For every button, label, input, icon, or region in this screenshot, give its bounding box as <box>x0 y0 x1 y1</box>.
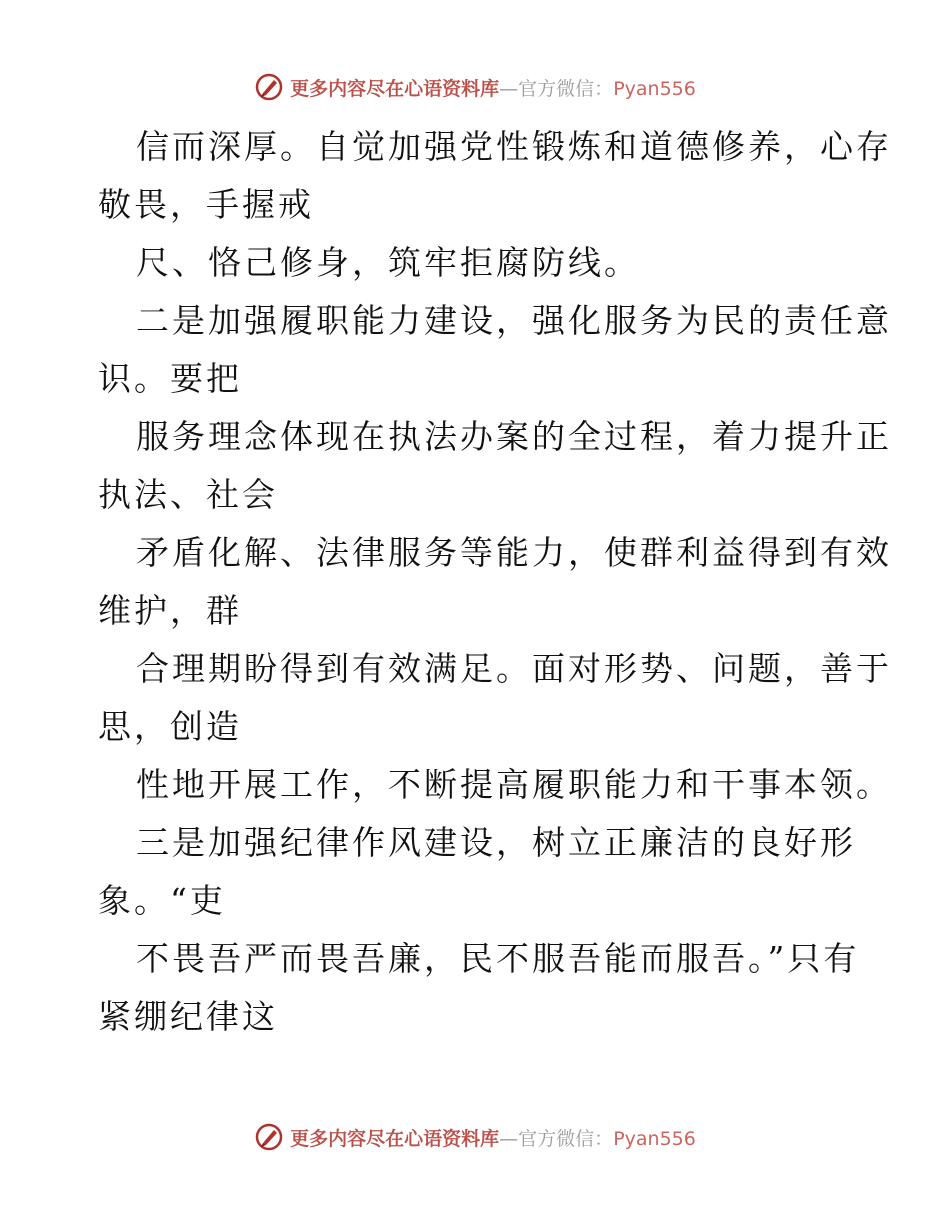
watermark-text: 更多内容尽在心语资料库—官方微信：Pyan556 <box>290 1127 696 1150</box>
text-line: 紧绷纪律这 <box>98 997 278 1036</box>
text-line: 二是加强履职能力建设，强化服务为民的责任意 <box>136 301 892 340</box>
text-line: 合理期盼得到有效满足。面对形势、问题，善于 <box>136 649 892 688</box>
watermark-text: 更多内容尽在心语资料库—官方微信：Pyan556 <box>290 77 696 100</box>
pen-logo-icon <box>254 72 284 102</box>
text-line: 三是加强纪律作风建设，树立正廉洁的良好形 <box>136 823 856 862</box>
document-body <box>98 118 892 1046</box>
text-line: 信而深厚。自觉加强党性锻炼和道德修养，心存 <box>136 127 892 166</box>
text-line: 尺、恪己修身，筑牢拒腐防线。 <box>136 243 640 282</box>
header-watermark <box>0 72 950 102</box>
footer-watermark <box>0 1122 950 1152</box>
text-line: 服务理念体现在执法办案的全过程，着力提升正 <box>136 417 892 456</box>
text-line: 敬畏，手握戒 <box>98 185 314 224</box>
text-line: 维护，群 <box>98 591 242 630</box>
text-line: 不畏吾严而畏吾廉，民不服吾能而服吾。”只有 <box>136 939 860 978</box>
text-line: 象。“吏 <box>98 881 226 920</box>
pen-logo-icon <box>254 1122 284 1152</box>
text-line: 思，创造 <box>98 707 242 746</box>
text-line: 矛盾化解、法律服务等能力，使群利益得到有效 <box>136 533 892 572</box>
text-line: 性地开展工作，不断提高履职能力和干事本领。 <box>136 765 892 804</box>
text-line: 识。要把 <box>98 359 242 398</box>
text-line: 执法、社会 <box>98 475 278 514</box>
